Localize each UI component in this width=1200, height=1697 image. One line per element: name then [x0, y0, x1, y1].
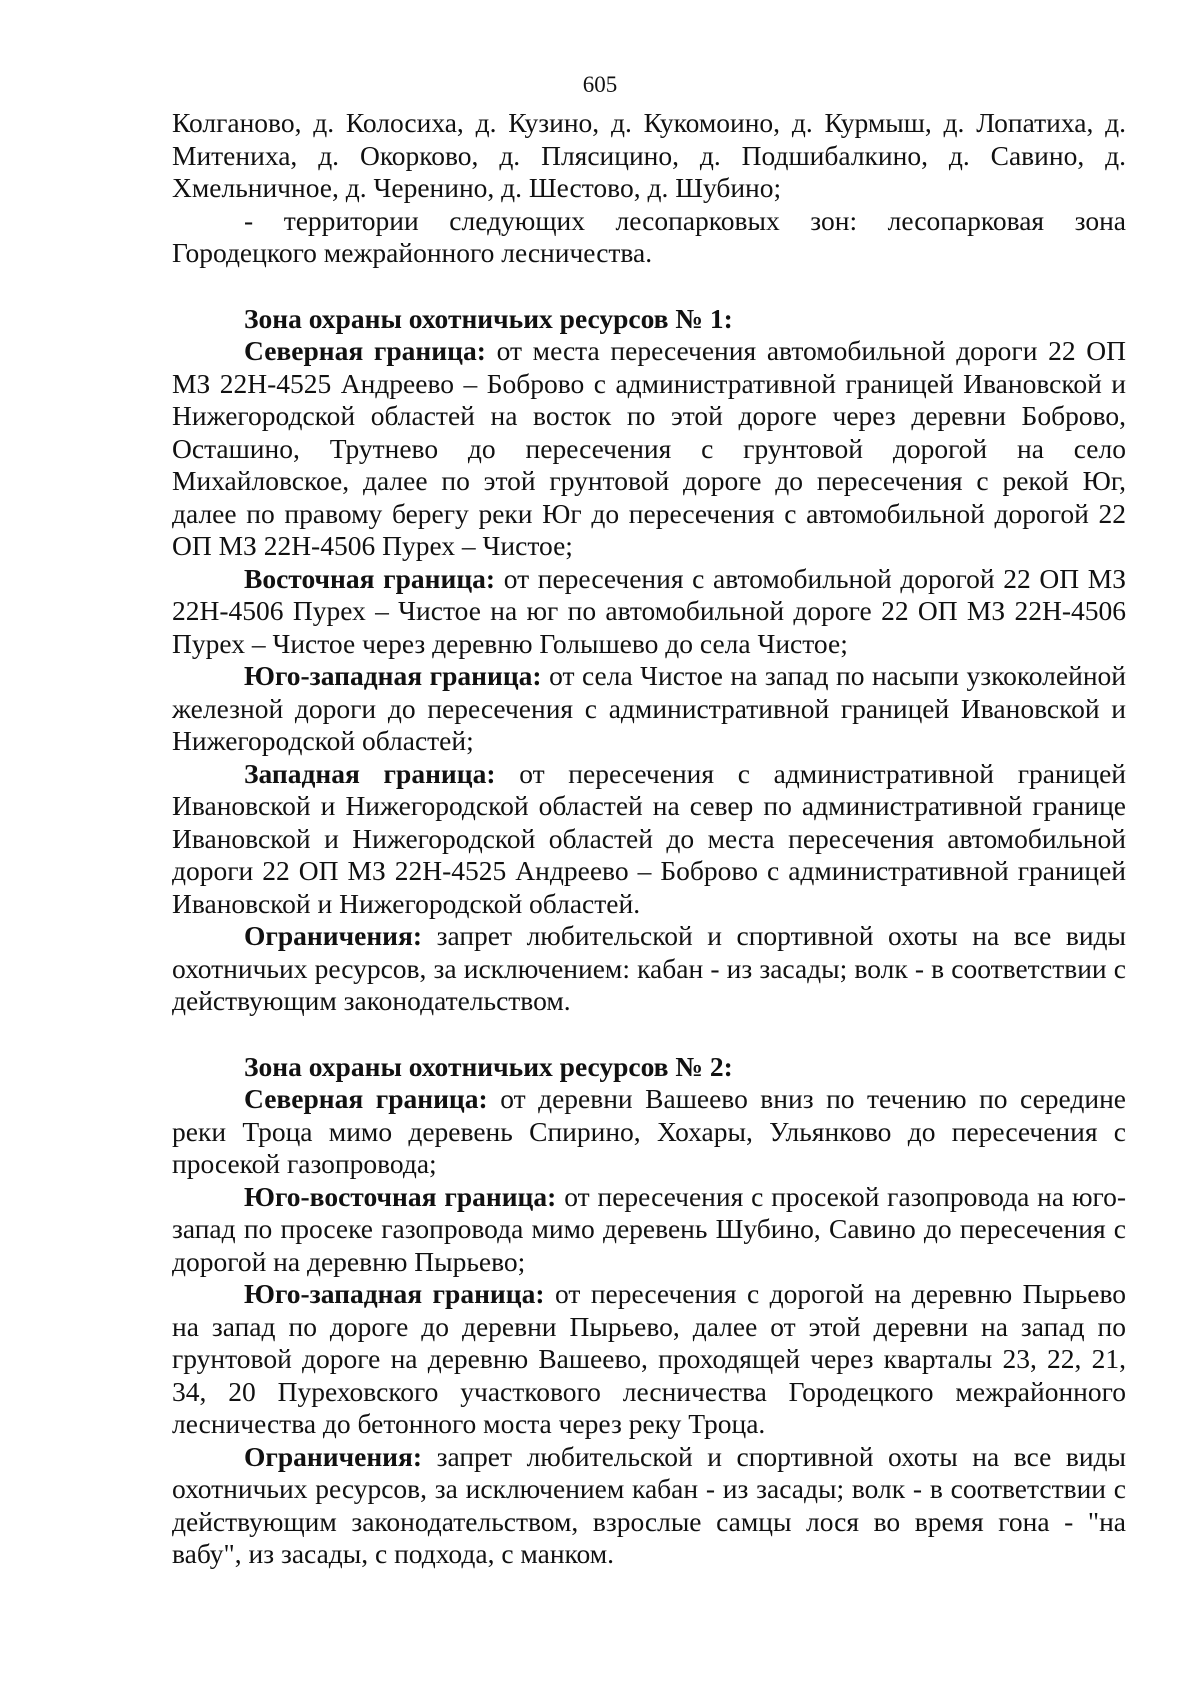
- zone2-limits-paragraph: [172, 1441, 1126, 1571]
- zone1-east-text: от пересечения с автомобильной дорогой 22 ОП МЗ 22Н-4506 Пурех – Чистое на юг по автомобильной дороге 22 ОП МЗ 22Н-4506 Пурех – Чистое через деревню Голышево до села Чистое;: [172, 562, 1126, 659]
- zone1-limits-label: Ограничения:: [244, 920, 423, 951]
- zone1-north-label: Северная граница:: [244, 335, 486, 366]
- intro-paragraph-2: - территории следующих лесопарковых зон: лесопарковая зона Городецкого межрайонного лесничества.: [172, 204, 1126, 268]
- zone2-southeast-label: Юго-восточная граница:: [244, 1180, 557, 1212]
- zone1-southwest-paragraph: [172, 660, 1126, 758]
- zone2-north-text: от деревни Вашеево вниз по течению по середине реки Троца мимо деревень Спирино, Хохары, Ульянково до пересечения с просекой газопровода;: [172, 1083, 1127, 1179]
- zone1-north-text: от места пересечения автомобильной дороги 22 ОП МЗ 22Н-4525 Андреево – Боброво с административной границей Ивановской и Нижегородской областей на восток по этой дороге через деревни Боброво, Осташино, Трутнево до пересечения с грунтовой дорогой на село Михайловское, далее по этой грунтовой дороге до пересечения с рекой Юг, далее по правому берегу реки Юг до пересечения с автомобильной дорогой 22 ОП МЗ 22Н-4506 Пурех – Чистое;: [172, 335, 1127, 561]
- zone2-southeast-paragraph: [172, 1181, 1126, 1279]
- zone2-southwest-paragraph: [172, 1278, 1126, 1441]
- zone1-west-label: Западная граница:: [244, 757, 496, 789]
- spacer: [172, 1018, 1126, 1051]
- zone2-limits-text: запрет любительской и спортивной охоты на все виды охотничьих ресурсов, за исключением кабан - из засады; волк - в соответствии с действующим законодательством, взрослые самцы лося во время гона - "на вабу", из засады, с подхода, с манком.: [172, 1440, 1126, 1569]
- zone1-west-text: от пересечения с административной границей Ивановской и Нижегородской областей на север по административной границе Ивановской и Нижегородской областей до места пересечения автомобильной дороги 22 ОП МЗ 22Н-4525 Андреево – Боброво с административной границей Ивановской и Нижегородской областей.: [172, 757, 1127, 919]
- zone1-east-label: Восточная граница:: [244, 562, 496, 594]
- document-body: [172, 107, 1126, 1571]
- zone1-title: Зона охраны охотничьих ресурсов № 1:: [244, 302, 733, 334]
- zone1-southwest-text: от села Чистое на запад по насыпи узкоколейной железной дороги до пересечения с административной границей Ивановской и Нижегородской областей;: [172, 660, 1126, 756]
- zone1-southwest-label: Юго-западная граница:: [244, 660, 542, 691]
- zone1-north-paragraph: [172, 335, 1126, 563]
- zone2-title: Зона охраны охотничьих ресурсов № 2:: [244, 1050, 733, 1082]
- zone2-limits-label: Ограничения:: [244, 1440, 423, 1472]
- spacer: [172, 270, 1126, 303]
- zone2-north-label: Северная граница:: [244, 1083, 488, 1114]
- zone2-southeast-text: от пересечения с просекой газопровода на юго-запад по просеке газопровода мимо деревень Шубино, Савино до пересечения с дорогой на деревню Пырьево;: [172, 1180, 1127, 1277]
- zone1-west-paragraph: [172, 758, 1126, 921]
- zone2-southwest-text: от пересечения с дорогой на деревню Пырьево на запад по дороге до деревни Пырьево, далее от этой деревни на запад по грунтовой дороге на деревню Вашеево, проходящей через кварталы 23, 22, 21, 34, 20 Пуреховского участкового лесничества Городецкого межрайонного лесничества до бетонного моста через реку Троца.: [172, 1278, 1126, 1439]
- zone2-north-paragraph: [172, 1083, 1126, 1181]
- intro-paragraph-1: Колганово, д. Колосиха, д. Кузино, д. Кукомоино, д. Курмыш, д. Лопатиха, д. Митениха, д. Окорково, д. Плясицино, д. Подшибалкино, д. Савино, д. Хмельничное, д. Черенино, д. Шестово, д. Шубино;: [172, 107, 1126, 203]
- page-number: 605: [582, 72, 618, 97]
- zone1-limits-text: запрет любительской и спортивной охоты на все виды охотничьих ресурсов, за исключением: кабан - из засады; волк - в соответствии с действующим законодательством.: [172, 920, 1126, 1016]
- zone1-limits-paragraph: [172, 920, 1126, 1018]
- zone1-east-paragraph: [172, 563, 1126, 661]
- zone2-southwest-label: Юго-западная граница:: [244, 1278, 545, 1309]
